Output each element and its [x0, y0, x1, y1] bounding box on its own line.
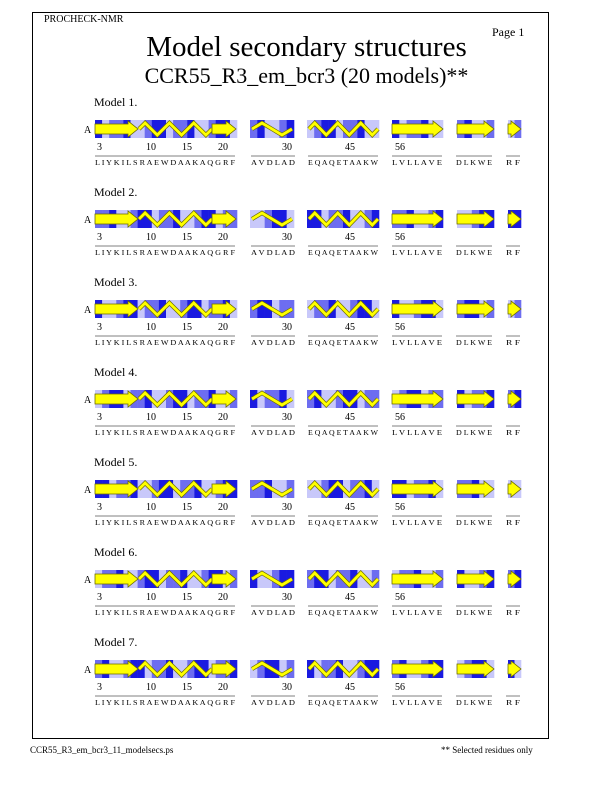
residue-number: 30 — [282, 412, 292, 423]
sequence-text: E Q A Q E T A A K W — [308, 339, 379, 347]
residue-number: 10 — [146, 502, 156, 513]
residue-number: 30 — [282, 142, 292, 153]
sequence-text: A V D L A D — [251, 429, 295, 437]
residue-number: 20 — [218, 322, 228, 333]
sequence-text: A V D L A D — [251, 519, 295, 527]
residue-number: 30 — [282, 322, 292, 333]
residue-number: 20 — [218, 592, 228, 603]
model-label: Model 3. — [94, 275, 138, 289]
sequence-text: D L K W E — [456, 699, 493, 707]
residue-number: 15 — [182, 682, 192, 693]
program-name: PROCHECK-NMR — [44, 14, 124, 25]
residue-number: 56 — [395, 682, 405, 693]
model-label: Model 5. — [94, 455, 138, 469]
model-label: Model 1. — [94, 95, 138, 109]
residue-number: 45 — [345, 412, 355, 423]
sequence-text: L V L L A V E — [392, 429, 443, 437]
model-panel — [84, 95, 521, 167]
residue-number: 3 — [97, 682, 102, 693]
sequence-text: R F — [506, 699, 520, 707]
residue-number: 20 — [218, 412, 228, 423]
residue-number: 30 — [282, 592, 292, 603]
chain-label: A — [84, 125, 92, 136]
chain-label: A — [84, 485, 92, 496]
model-panel — [84, 545, 521, 617]
residue-number: 56 — [395, 322, 405, 333]
residue-number: 15 — [182, 502, 192, 513]
residue-number: 20 — [218, 682, 228, 693]
residue-number: 56 — [395, 142, 405, 153]
residue-number: 3 — [97, 412, 102, 423]
sequence-text: L V L L A V E — [392, 339, 443, 347]
sequence-text: D L K W E — [456, 519, 493, 527]
residue-number: 10 — [146, 412, 156, 423]
sequence-text: L V L L A V E — [392, 609, 443, 617]
sequence-text: L V L L A V E — [392, 519, 443, 527]
sequence-text: L I Y K I L S R A E W D A A K A Q G R F — [95, 429, 235, 437]
residue-number: 10 — [146, 232, 156, 243]
sequence-text: D L K W E — [456, 249, 493, 257]
residue-number: 10 — [146, 142, 156, 153]
residue-number: 45 — [345, 592, 355, 603]
residue-number: 20 — [218, 502, 228, 513]
residue-number: 30 — [282, 682, 292, 693]
model-label: Model 6. — [94, 545, 138, 559]
residue-number: 20 — [218, 232, 228, 243]
sequence-text: L I Y K I L S R A E W D A A K A Q G R F — [95, 519, 235, 527]
residue-number: 30 — [282, 502, 292, 513]
page-title: Model secondary structures — [146, 31, 467, 63]
residue-number: 56 — [395, 592, 405, 603]
residue-number: 15 — [182, 592, 192, 603]
sequence-text: L I Y K I L S R A E W D A A K A Q G R F — [95, 699, 235, 707]
sequence-text: D L K W E — [456, 159, 493, 167]
model-panel — [84, 455, 521, 527]
chain-label: A — [84, 395, 92, 406]
sequence-text: A V D L A D — [251, 249, 295, 257]
sequence-text: R F — [506, 429, 520, 437]
sequence-text: E Q A Q E T A A K W — [308, 519, 379, 527]
residue-number: 45 — [345, 502, 355, 513]
sequence-text: L I Y K I L S R A E W D A A K A Q G R F — [95, 339, 235, 347]
sequence-text: R F — [506, 159, 520, 167]
chain-label: A — [84, 575, 92, 586]
sequence-text: D L K W E — [456, 339, 493, 347]
sequence-text: L V L L A V E — [392, 699, 443, 707]
footer-note: ** Selected residues only — [441, 745, 533, 755]
residue-number: 15 — [182, 412, 192, 423]
sequence-text: E Q A Q E T A A K W — [308, 699, 379, 707]
residue-number: 45 — [345, 322, 355, 333]
chain-label: A — [84, 665, 92, 676]
residue-number: 56 — [395, 412, 405, 423]
residue-number: 56 — [395, 232, 405, 243]
sequence-text: L I Y K I L S R A E W D A A K A Q G R F — [95, 249, 235, 257]
sequence-text: A V D L A D — [251, 159, 295, 167]
sequence-text: E Q A Q E T A A K W — [308, 159, 379, 167]
sequence-text: R F — [506, 519, 520, 527]
model-label: Model 2. — [94, 185, 138, 199]
residue-number: 3 — [97, 142, 102, 153]
sequence-text: L I Y K I L S R A E W D A A K A Q G R F — [95, 609, 235, 617]
sequence-text: A V D L A D — [251, 339, 295, 347]
sequence-text: L V L L A V E — [392, 159, 443, 167]
sequence-text: E Q A Q E T A A K W — [308, 609, 379, 617]
sequence-text: A V D L A D — [251, 699, 295, 707]
residue-number: 3 — [97, 502, 102, 513]
residue-number: 45 — [345, 142, 355, 153]
page-number: Page 1 — [492, 25, 525, 39]
residue-number: 20 — [218, 142, 228, 153]
residue-number: 56 — [395, 502, 405, 513]
sequence-text: D L K W E — [456, 429, 493, 437]
sequence-text: L V L L A V E — [392, 249, 443, 257]
residue-number: 3 — [97, 592, 102, 603]
sequence-text: D L K W E — [456, 609, 493, 617]
residue-number: 10 — [146, 592, 156, 603]
model-label: Model 7. — [94, 635, 138, 649]
residue-number: 3 — [97, 322, 102, 333]
residue-number: 15 — [182, 232, 192, 243]
sequence-text: E Q A Q E T A A K W — [308, 249, 379, 257]
sequence-text: E Q A Q E T A A K W — [308, 429, 379, 437]
sequence-text: R F — [506, 249, 520, 257]
residue-number: 30 — [282, 232, 292, 243]
sequence-text: A V D L A D — [251, 609, 295, 617]
model-panel — [84, 635, 521, 707]
sequence-text: L I Y K I L S R A E W D A A K A Q G R F — [95, 159, 235, 167]
residue-number: 15 — [182, 322, 192, 333]
page-subtitle: CCR55_R3_em_bcr3 (20 models)** — [144, 63, 469, 88]
footer-filename: CCR55_R3_em_bcr3_11_modelsecs.ps — [30, 745, 174, 755]
residue-number: 10 — [146, 322, 156, 333]
sequence-text: R F — [506, 609, 520, 617]
residue-number: 10 — [146, 682, 156, 693]
chain-label: A — [84, 215, 92, 226]
chain-label: A — [84, 305, 92, 316]
residue-number: 45 — [345, 232, 355, 243]
residue-number: 15 — [182, 142, 192, 153]
model-panel — [84, 365, 521, 437]
residue-number: 3 — [97, 232, 102, 243]
sequence-text: R F — [506, 339, 520, 347]
model-label: Model 4. — [94, 365, 138, 379]
model-panel — [84, 185, 521, 257]
residue-number: 45 — [345, 682, 355, 693]
model-panel — [84, 275, 521, 347]
